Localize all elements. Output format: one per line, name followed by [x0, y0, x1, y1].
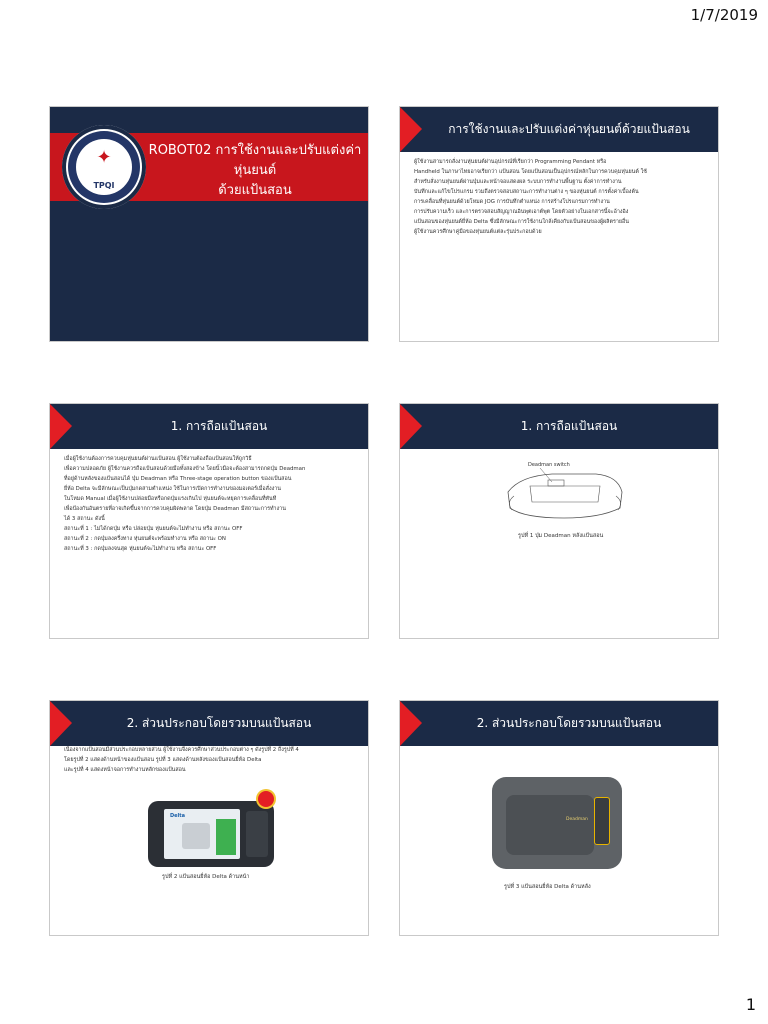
header-triangle-icon: [400, 404, 422, 449]
parts-body: เนื่องจากแป้นสอนมีส่วนประกอบหลายส่วน ผู้ใช้งานจึงควรศึกษาส่วนประกอบต่าง ๆ ดังรูปที่ 2 ถึงรูปที่ 4 โดยรูปที่ 2 แสดงด้านหน้าของแป้นสอน รูปที่ 3 แสดงด้านหลังของแป้นสอนยี่ห้อ Delta และรูปที่ 4 แสดงหน้าจอการทำงานหลักของแป้นสอน: [64, 747, 299, 773]
logo-text: TPQI: [93, 181, 115, 190]
figure-caption: รูปที่ 2 แป้นสอนยี่ห้อ Delta ด้านหน้า: [162, 874, 250, 880]
logo-star-icon: ✦: [96, 147, 112, 168]
header-triangle-icon: [50, 404, 72, 449]
back-grip: [506, 795, 594, 855]
slide-header: [400, 404, 718, 449]
pendant-back-image: [492, 777, 622, 869]
slide-title: 2. ส่วนประกอบโดยรวมบนแป้นสอน: [476, 716, 662, 730]
intro-body: ผู้ใช้งานสามารถสั่งงานหุ่นยนต์ผ่านอุปกรณ์ที่เรียกว่า Programming Pendant หรือ Handheld ในภาษาไทยอาจเรียกว่า แป้นสอน โดยแป้นสอนเป็นอุปกรณ์หลักในการควบคุมหุ่นยนต์ ใช้ สำหรับสั่งงานหุ่นยนต์ผ่านปุ่มและหน้าจอแสดงผล ระบบการทำงานพื้นฐาน ตั้งค่าการทำงาน บันทึกและแก้ไขโปรแกรม รวมถึงตรวจสอบสถานะการทำงานต่าง ๆ ของหุ่นยนต์ การตั้งค่าเบื้องต้น การเคลื่อนที่หุ่นยนต์ด้วยโหมด JOG การบันทึกตำแหน่ง การสร้างโปรแกรมการทำงาน การปรับความเร็ว และการตรวจสอบสัญญาณอินพุตเอาต์พุต โดยตัวอย่างในเอกสารนี้จะอ้างอิง แป้นสอนของหุ่นยนต์ยี่ห้อ Delta ซึ่งมีลักษณะการใช้งานใกล้เคียงกับแป้นสอนของผู้ผลิตรายอื่น ผู้ใช้งานควรศึกษาคู่มือของหุ่นยนต์แต่ละรุ่นประกอบด้วย: [414, 159, 647, 235]
right-buttons: [246, 811, 268, 857]
slide-title: การใช้งานและปรับแต่งค่าหุ่นยนต์ด้วยแป้นสอน: [448, 122, 690, 136]
slide-title: 1. การถือแป้นสอน: [170, 419, 268, 433]
slide-header: [400, 107, 718, 152]
title-heading: ROBOT02 การใช้งานและปรับแต่งค่าหุ่นยนต์ ด้วยแป้นสอน: [148, 143, 362, 198]
pendant-front-image: [148, 801, 274, 867]
slide-title: 2. ส่วนประกอบโดยรวมบนแป้นสอน: [126, 716, 312, 730]
pendant-sketch: [500, 462, 630, 524]
robot-image: [182, 823, 210, 849]
header-triangle-icon: [400, 701, 422, 746]
slide-header: [50, 701, 368, 746]
holding-text-slide: [50, 404, 368, 638]
deadman-callout: Deadman: [566, 817, 588, 822]
header-triangle-icon: [400, 107, 422, 152]
page-date: 1/7/2019: [690, 6, 758, 24]
tpqi-logo: [62, 125, 146, 209]
header-triangle-icon: [50, 701, 72, 746]
holding-body: เมื่อผู้ใช้งานต้องการควบคุมหุ่นยนต์ผ่านแป้นสอน ผู้ใช้งานต้องถือแป้นสอนให้ถูกวิธี เพื่อความปลอดภัย ผู้ใช้งานควรถือแป้นสอนด้วยมือทั้งสองข้าง โดยนิ้วมือจะต้องสามารถกดปุ่ม Deadman ที่อยู่ด้านหลังของแป้นสอนได้ ปุ่ม Deadman หรือ Three-stage operation button ของแป้นสอน ยี่ห้อ Delta จะมีลักษณะเป็นปุ่มกดสามตำแหน่ง ใช้ในการเปิดการทำงานของมอเตอร์เมื่อสั่งงาน ในโหมด Manual เมื่อผู้ใช้งานปล่อยมือหรือกดปุ่มแรงเกินไป หุ่นยนต์จะหยุดการเคลื่อนที่ทันที เพื่อป้องกันอันตรายที่อาจเกิดขึ้นจากการควบคุมผิดพลาด โดยปุ่ม Deadman มีสถานะการทำงาน ได้ 3 สถานะ ดังนี้ สถานะที่ 1 : ไม่ได้กดปุ่ม หรือ ปล่อยปุ่ม หุ่นยนต์จะไม่ทำงาน หรือ สถานะ OFF สถานะที่ 2 : กดปุ่มลงครึ่งทาง หุ่นยนต์จะพร้อมทำงาน หรือ สถานะ ON สถานะที่ 3 : กดปุ่มลงจนสุด หุ่นยนต์จะไม่ทำงาน หรือ สถานะ OFF: [64, 456, 306, 552]
slide-header: [50, 404, 368, 449]
screen-brand: Delta: [170, 813, 186, 819]
figure-caption: รูปที่ 1 ปุ่ม Deadman หลังแป้นสอน: [518, 533, 604, 539]
slide-title: 1. การถือแป้นสอน: [520, 419, 618, 433]
holding-image-slide: [400, 404, 718, 638]
screen-green-panel: [216, 819, 236, 855]
slide-header: [400, 701, 718, 746]
deadman-callout: Deadman switch: [528, 462, 570, 468]
parts-front-slide: [50, 701, 368, 935]
title-slide: [50, 107, 368, 341]
estop-icon: [258, 791, 274, 807]
page-number: 1: [745, 995, 756, 1014]
deadman-highlight: [594, 797, 610, 845]
pendant-screen: [164, 809, 240, 859]
parts-back-slide: [400, 701, 718, 935]
figure-caption: รูปที่ 3 แป้นสอนยี่ห้อ Delta ด้านหลัง: [504, 884, 591, 890]
intro-slide: [400, 107, 718, 341]
